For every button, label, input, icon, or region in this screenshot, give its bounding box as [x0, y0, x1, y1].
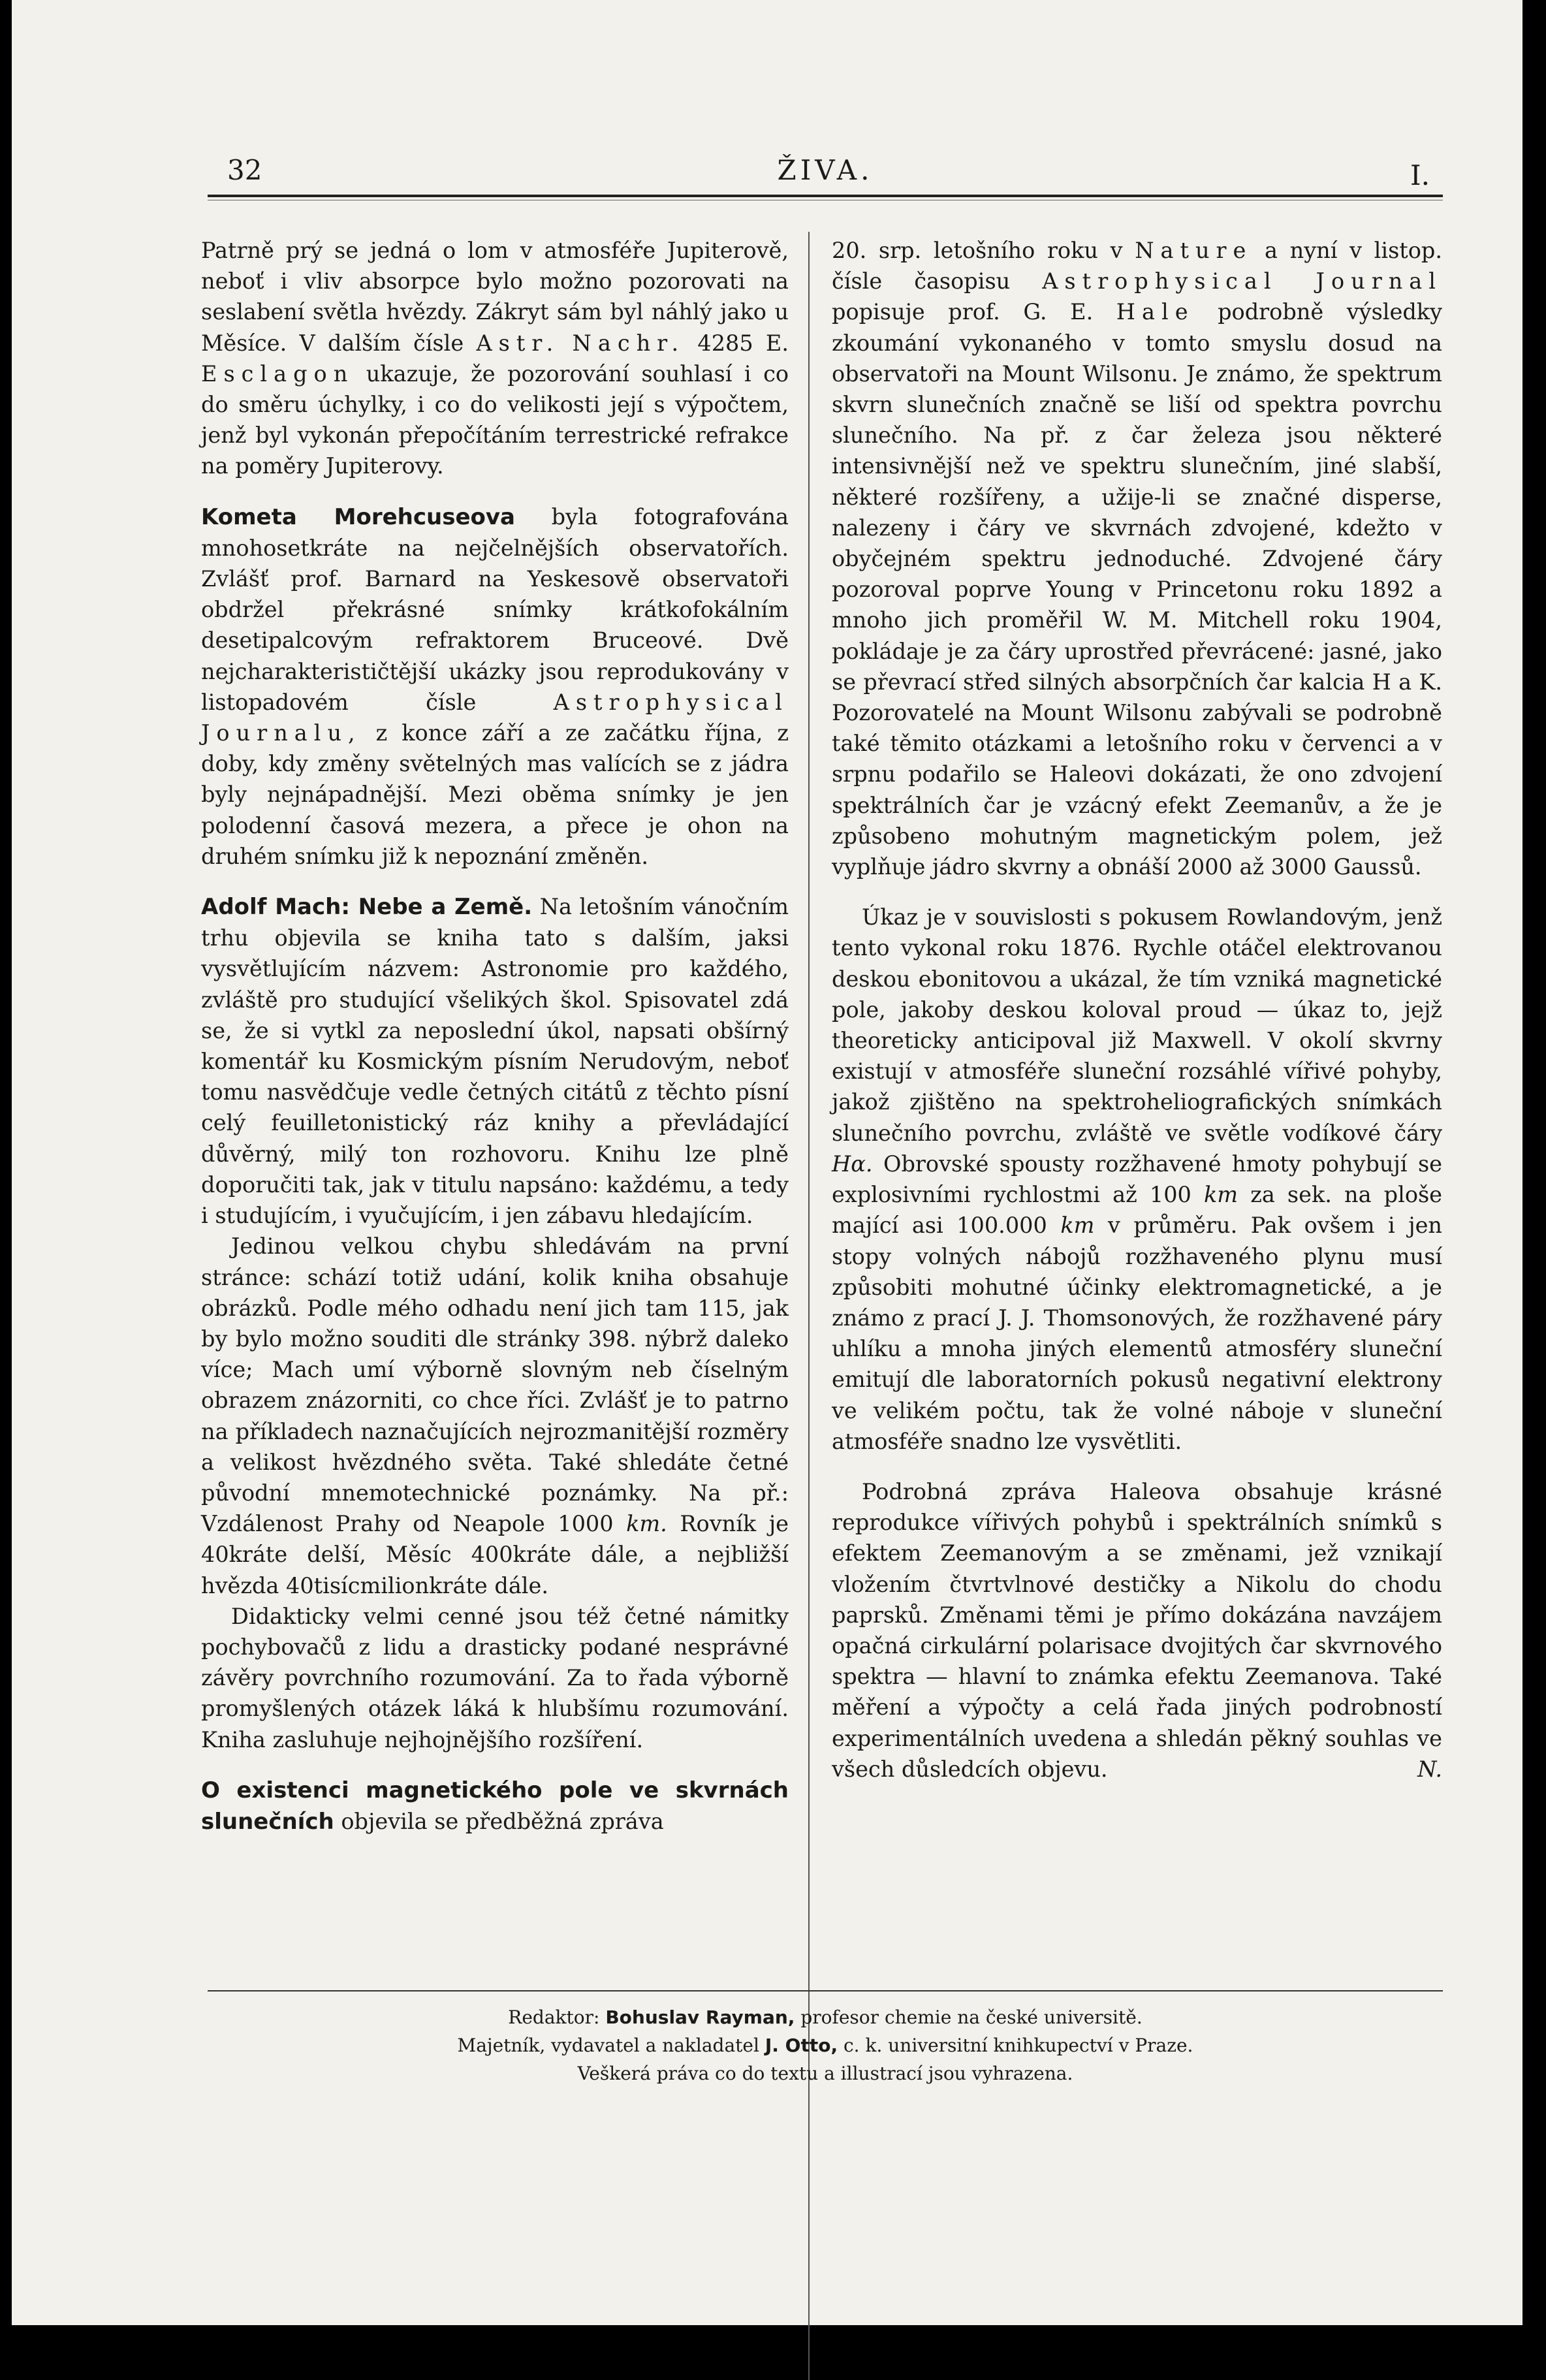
header-rule: [208, 195, 1443, 200]
footer-publisher-line: Majetník, vydavatel a nakladatel J. Otto, c. k. universitní knihkupectví v Praze.: [457, 2035, 1193, 2056]
right-column: [832, 235, 1442, 1785]
journal-page: [12, 0, 1522, 2325]
magnet-heading: O existenci magnetického pole ve skvrnách slunečních: [201, 1777, 789, 1835]
paragraph-mach-3: Didakticky velmi cenné jsou též četné námitky pochybovačů z lidu a drasticky podané nesprávné závěry povrchního rozumování. Za to řada výborně promyšlených otázek láká k hlubšímu rozumování. Kniha zasluhuje nejhojnějšího rozšíření.: [201, 1603, 789, 1753]
paragraph-rowland: Úkaz je v souvislosti s pokusem Rowlandovým, jenž tento vykonal roku 1876. Rychle otáčel elektrovanou deskou ebonitovou a ukázal, že tím vzniká magnetické pole, jakoby deskou koloval proud — úkaz to, jejž theoreticky anticipoval již Maxwell. V okolí skvrny existují v atmosféře sluneční rozsáhlé vířivé pohyby, jakož zjištěno na spektroheliografických snímkách slunečního povrchu, zvláště ve světle vodíkové čáry Hα. Obrovské spousty rozžhavené hmoty pohybují se explosivními rychlostmi až 100 km za sek. na ploše mající asi 100.000 km v průměru. Pak ovšem i jen stopy volných nábojů rozžhaveného plynu musí způsobiti mohutné účinky elektromagnetické, a je známo z prací J. J. Thomsonových, že rozžhavené páry uhlíku a mnoha jiných elementů atmosféry sluneční emitují dle laboratorních pokusů negativní elektrony ve velikém počtu, tak že volné náboje v sluneční atmosféře snadno lze vysvětliti.: [832, 904, 1443, 1454]
left-column: [201, 235, 789, 1837]
paragraph-hale: 20. srp. letošního roku v Nature a nyní v listop. čísle časopisu Astrophysical Journal popisuje prof. G. E. Hale podrobně výsledky zkoumání vykonaného v tomto smyslu dosud na observatoři na Mount Wilsonu. Je známo, že spektrum skvrn slunečních značně se liší od spektra povrchu slunečního. Na př. z čar železa jsou některé intensivnější než ve spektru slunečním, jiné slabší, některé rozšířeny, a užije-li se značné disperse, nalezeny i čáry ve skvrnách zdvojené, kdežto v obyčejném spektru jednoduché. Zdvojené čáry pozoroval poprve Young v Princetonu roku 1892 a mnoho jich proměřil W. M. Mitchell roku 1904, pokládaje je za čáry uprostřed převrácené: jasné, jako se převrací střed silných absorpčních čar kalcia H a K. Pozorovatelé na Mount Wilsonu zabývali se podrobně také těmito otázkami a letošního roku v červenci a v srpnu podařilo se Haleovi dokázati, že ono zdvojení spektrálních čar je vzácný efekt Zeemanův, a že je způsobeno mohutným magnetickým polem, jež vyplňuje jádro skvrny a obnáší 2000 až 3000 Gaussů.: [832, 238, 1442, 880]
scan-border: [1522, 0, 1546, 2325]
paragraph-zeeman: Podrobná zpráva Haleova obsahuje krásné reprodukce vířivých pohybů i spektrálních snímků s efektem Zeemanovým a se změnami, jež vznikají vložením čtvrtvlnové destičky a Nikolu do chodu paprsků. Změnami těmi je přímo dokázána navzájem opačná cirkulární polarisace dvojitých čar skvrnového spektra — hlavní to známka efektu Zeemanova. Také měření a výpočty a celá řada jiných podrobností experimentálních uvedena a shledán pěkný souhlas ve všech důsledcích objevu. N.: [832, 1476, 1442, 1785]
author-signature: N.: [1417, 1756, 1442, 1782]
footer-rule: [208, 1990, 1443, 1991]
imprint-footer: [208, 2003, 1443, 2087]
journal-title: ŽIVA.: [777, 154, 874, 186]
paragraph-jupiter: Patrně prý se jedná o lom v atmosféře Jupiterově, neboť i vliv absorpce bylo možno pozorovati na seslabení světla hvězdy. Zákryt sám byl náhlý jako u Měsíce. V dalším čísle Astr. Nachr. 4285 E. Esclagon ukazuje, že pozorování souhlasí i co do směru úchylky, i co do velikosti její s výpočtem, jenž byl vykonán přepočítáním terrestrické refrakce na poměry Jupiterovy.: [201, 238, 789, 479]
footer-rights-line: Veškerá práva co do textu a illustrací jsou vyhrazena.: [577, 2063, 1073, 2084]
volume-number: I.: [1410, 159, 1430, 191]
footer-editor-line: Redaktor: Bohuslav Rayman, profesor chemie na české universitě.: [508, 2007, 1143, 2028]
paragraph-magnet: O existenci magnetického pole ve skvrnách slunečních objevila se předběžná zpráva: [201, 1777, 789, 1835]
mach-heading: Adolf Mach: Nebe a Země.: [201, 894, 533, 921]
paragraph-mach: Adolf Mach: Nebe a Země. Na letošním vánočním trhu objevila se kniha tato s dalším, jaksi vysvětlujícím názvem: Astronomie pro každého, zvláště pro studující všelikých škol. Spisovatel zdá se, že si vytkl za neposlední úkol, napsati obšírný komentář ku Kosmickým písním Nerudovým, neboť tomu nasvědčuje vedle četných citátů z těchto písní celý feuilletonistický ráz knihy a převládající důvěrný, milý ton rozhovoru. Knihu lze plně doporučiti tak, jak v titulu napsáno: každému, a tedy i studujícím, i vyučujícím, i jen zábavu hledajícím.: [201, 894, 789, 1229]
paragraph-kometa: Kometa Morehcuseova byla fotografována mnohosetkráte na nejčelnějších observatořích. Zvlášť prof. Barnard na Yeskesově observatoři obdržel překrásné snímky krátkofokálním desetipalcovým refraktorem Bruceové. Dvě nejcharakterističtější ukázky jsou reprodukovány v listopadovém čísle Astrophysical Journalu, z konce září a ze začátku října, z doby, kdy změny světelných mas valících se z jádra byly nejnápadnější. Mezi oběma snímky je jen polodenní časová mezera, a přece je ohon na druhém snímku již k nepoznání změněn.: [201, 503, 789, 869]
page-number: 32: [227, 154, 262, 186]
paragraph-mach-2: Jedinou velkou chybu shledávám na první stránce: schází totiž udání, kolik kniha obsahuje obrázků. Podle mého odhadu není jich tam 115, jak by bylo možno souditi dle stránky 398. nýbrž daleko více; Mach umí výborně slovným neb číselným obrazem znázorniti, co chce říci. Zvlášť je to patrno na příkladech naznačujících nejrozmanitější rozměry a velikost hvězdného světa. Také shledáte četné původní mnemotechnické poznámky. Na př.: Vzdálenost Prahy od Neapole 1000 km. Rovník je 40kráte delší, Měsíc 400kráte dále, a nejbližší hvězda 40tisícmilionkráte dále.: [201, 1233, 789, 1598]
kometa-heading: Kometa Morehcuseova: [201, 503, 515, 530]
